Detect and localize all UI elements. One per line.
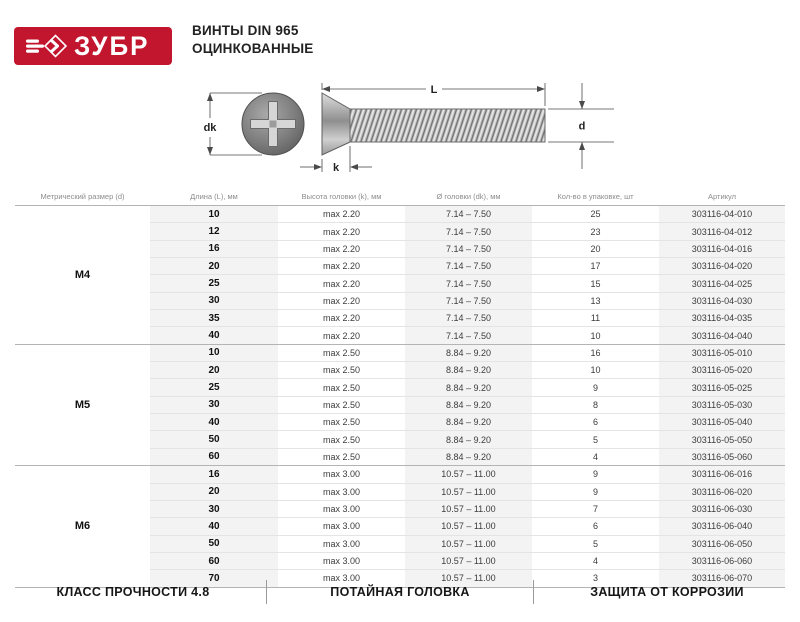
head-diameter-cell: 8.84 – 9.20 — [405, 396, 532, 413]
length-cell: 40 — [150, 414, 278, 431]
d-label: d — [578, 120, 586, 133]
head-diameter-cell: 7.14 – 7.50 — [405, 258, 532, 275]
head-diameter-cell: 7.14 – 7.50 — [405, 292, 532, 309]
head-height-cell: max 3.00 — [278, 518, 405, 535]
page-title-line2: ОЦИНКОВАННЫЕ — [192, 41, 314, 56]
article-cell: 303116-04-010 — [659, 206, 785, 223]
length-cell: 70 — [150, 570, 278, 587]
head-diameter-cell: 7.14 – 7.50 — [405, 327, 532, 344]
qty-cell: 4 — [532, 552, 659, 569]
head-diameter-cell: 10.57 – 11.00 — [405, 500, 532, 517]
screw-head-top-view — [242, 93, 304, 155]
head-height-cell: max 2.20 — [278, 275, 405, 292]
article-cell: 303116-04-016 — [659, 240, 785, 257]
L-label: L — [430, 84, 438, 96]
column-header-3: Ø головки (dk), мм — [436, 191, 501, 201]
length-cell: 50 — [150, 535, 278, 552]
brand-name: ЗУБР — [74, 30, 150, 62]
length-cell: 20 — [150, 258, 278, 275]
qty-cell: 4 — [532, 448, 659, 465]
head-height-cell: max 2.20 — [278, 327, 405, 344]
dimension-d — [548, 83, 614, 169]
length-cell: 40 — [150, 327, 278, 344]
qty-cell: 6 — [532, 518, 659, 535]
length-cell: 20 — [150, 483, 278, 500]
head-diameter-cell: 10.57 – 11.00 — [405, 552, 532, 569]
article-cell: 303116-05-030 — [659, 396, 785, 413]
article-cell: 303116-06-040 — [659, 518, 785, 535]
length-cell: 30 — [150, 396, 278, 413]
page-title-line1: ВИНТЫ DIN 965 — [192, 23, 299, 38]
article-cell: 303116-04-040 — [659, 327, 785, 344]
head-diameter-cell: 7.14 – 7.50 — [405, 275, 532, 292]
article-cell: 303116-06-050 — [659, 535, 785, 552]
article-cell: 303116-06-060 — [659, 552, 785, 569]
size-group-label: M5 — [15, 344, 150, 465]
qty-cell: 16 — [532, 344, 659, 361]
column-header-2: Высота головки (k), мм — [301, 191, 382, 201]
table-row — [15, 466, 785, 483]
dk-label: dk — [203, 122, 217, 134]
spec-table-header — [15, 187, 785, 206]
qty-cell: 9 — [532, 466, 659, 483]
head-height-cell: max 2.50 — [278, 396, 405, 413]
length-cell: 60 — [150, 552, 278, 569]
qty-cell: 15 — [532, 275, 659, 292]
article-cell: 303116-04-012 — [659, 223, 785, 240]
qty-cell: 10 — [532, 327, 659, 344]
article-cell: 303116-04-030 — [659, 292, 785, 309]
head-diameter-cell: 10.57 – 11.00 — [405, 466, 532, 483]
feature-corrosion: ЗАЩИТА ОТ КОРРОЗИИ — [590, 585, 744, 599]
dimension-k — [300, 146, 372, 174]
length-cell: 10 — [150, 206, 278, 223]
head-diameter-cell: 8.84 – 9.20 — [405, 362, 532, 379]
head-height-cell: max 2.20 — [278, 258, 405, 275]
length-cell: 12 — [150, 223, 278, 240]
zubr-arrow-icon — [26, 31, 68, 61]
head-diameter-cell: 10.57 – 11.00 — [405, 570, 532, 587]
article-cell: 303116-05-060 — [659, 448, 785, 465]
qty-cell: 11 — [532, 310, 659, 327]
qty-cell: 5 — [532, 431, 659, 448]
table-row — [15, 344, 785, 361]
head-height-cell: max 3.00 — [278, 535, 405, 552]
column-header-1: Длина (L), мм — [190, 191, 238, 201]
article-cell: 303116-05-020 — [659, 362, 785, 379]
table-row — [15, 206, 785, 223]
brand-logo — [14, 27, 172, 65]
head-diameter-cell: 8.84 – 9.20 — [405, 431, 532, 448]
head-diameter-cell: 7.14 – 7.50 — [405, 310, 532, 327]
head-height-cell: max 3.00 — [278, 570, 405, 587]
column-header-5: Артикул — [708, 191, 736, 201]
qty-cell: 7 — [532, 500, 659, 517]
head-diameter-cell: 8.84 – 9.20 — [405, 448, 532, 465]
head-diameter-cell: 8.84 – 9.20 — [405, 344, 532, 361]
threaded-shank — [350, 109, 545, 142]
head-height-cell: max 2.50 — [278, 448, 405, 465]
head-diameter-cell: 10.57 – 11.00 — [405, 483, 532, 500]
size-group-label: M4 — [15, 206, 150, 345]
article-cell: 303116-06-020 — [659, 483, 785, 500]
article-cell: 303116-04-035 — [659, 310, 785, 327]
length-cell: 50 — [150, 431, 278, 448]
size-group-label: M6 — [15, 466, 150, 587]
article-cell: 303116-05-040 — [659, 414, 785, 431]
length-cell: 30 — [150, 500, 278, 517]
k-label: k — [332, 162, 340, 174]
head-height-cell: max 2.20 — [278, 292, 405, 309]
head-height-cell: max 2.50 — [278, 379, 405, 396]
article-cell: 303116-06-070 — [659, 570, 785, 587]
feature-strip — [0, 577, 800, 607]
column-header-0: Метрический размер (d) — [40, 191, 125, 201]
length-cell: 25 — [150, 379, 278, 396]
head-height-cell: max 3.00 — [278, 466, 405, 483]
length-cell: 16 — [150, 240, 278, 257]
qty-cell: 3 — [532, 570, 659, 587]
dimension-L — [322, 83, 545, 106]
article-cell: 303116-04-020 — [659, 258, 785, 275]
head-diameter-cell: 10.57 – 11.00 — [405, 518, 532, 535]
qty-cell: 5 — [532, 535, 659, 552]
feature-head-type: ПОТАЙНАЯ ГОЛОВКА — [330, 585, 470, 599]
qty-cell: 23 — [532, 223, 659, 240]
page-title — [192, 22, 314, 58]
article-cell: 303116-06-016 — [659, 466, 785, 483]
head-diameter-cell: 8.84 – 9.20 — [405, 379, 532, 396]
head-height-cell: max 2.50 — [278, 431, 405, 448]
head-height-cell: max 3.00 — [278, 552, 405, 569]
qty-cell: 25 — [532, 206, 659, 223]
head-height-cell: max 2.50 — [278, 344, 405, 361]
article-cell: 303116-04-025 — [659, 275, 785, 292]
qty-cell: 8 — [532, 396, 659, 413]
column-header-4: Кол-во в упаковке, шт — [557, 191, 634, 201]
head-height-cell: max 3.00 — [278, 483, 405, 500]
qty-cell: 20 — [532, 240, 659, 257]
feature-strength-class: КЛАСС ПРОЧНОСТИ 4.8 — [56, 585, 210, 599]
length-cell: 30 — [150, 292, 278, 309]
article-cell: 303116-05-050 — [659, 431, 785, 448]
qty-cell: 10 — [532, 362, 659, 379]
head-diameter-cell: 7.14 – 7.50 — [405, 206, 532, 223]
qty-cell: 9 — [532, 483, 659, 500]
head-diameter-cell: 8.84 – 9.20 — [405, 414, 532, 431]
head-diameter-cell: 7.14 – 7.50 — [405, 240, 532, 257]
length-cell: 20 — [150, 362, 278, 379]
qty-cell: 6 — [532, 414, 659, 431]
head-height-cell: max 2.50 — [278, 414, 405, 431]
length-cell: 35 — [150, 310, 278, 327]
screw-side-view — [322, 93, 545, 155]
head-height-cell: max 3.00 — [278, 500, 405, 517]
spec-table — [15, 187, 785, 588]
head-height-cell: max 2.50 — [278, 362, 405, 379]
head-height-cell: max 2.20 — [278, 240, 405, 257]
head-height-cell: max 2.20 — [278, 310, 405, 327]
head-diameter-cell: 10.57 – 11.00 — [405, 535, 532, 552]
length-cell: 40 — [150, 518, 278, 535]
head-diameter-cell: 7.14 – 7.50 — [405, 223, 532, 240]
article-cell: 303116-05-010 — [659, 344, 785, 361]
length-cell: 60 — [150, 448, 278, 465]
head-height-cell: max 2.20 — [278, 206, 405, 223]
length-cell: 10 — [150, 344, 278, 361]
screw-technical-drawing — [190, 80, 620, 176]
length-cell: 16 — [150, 466, 278, 483]
article-cell: 303116-06-030 — [659, 500, 785, 517]
qty-cell: 13 — [532, 292, 659, 309]
qty-cell: 17 — [532, 258, 659, 275]
qty-cell: 9 — [532, 379, 659, 396]
head-height-cell: max 2.20 — [278, 223, 405, 240]
length-cell: 25 — [150, 275, 278, 292]
article-cell: 303116-05-025 — [659, 379, 785, 396]
